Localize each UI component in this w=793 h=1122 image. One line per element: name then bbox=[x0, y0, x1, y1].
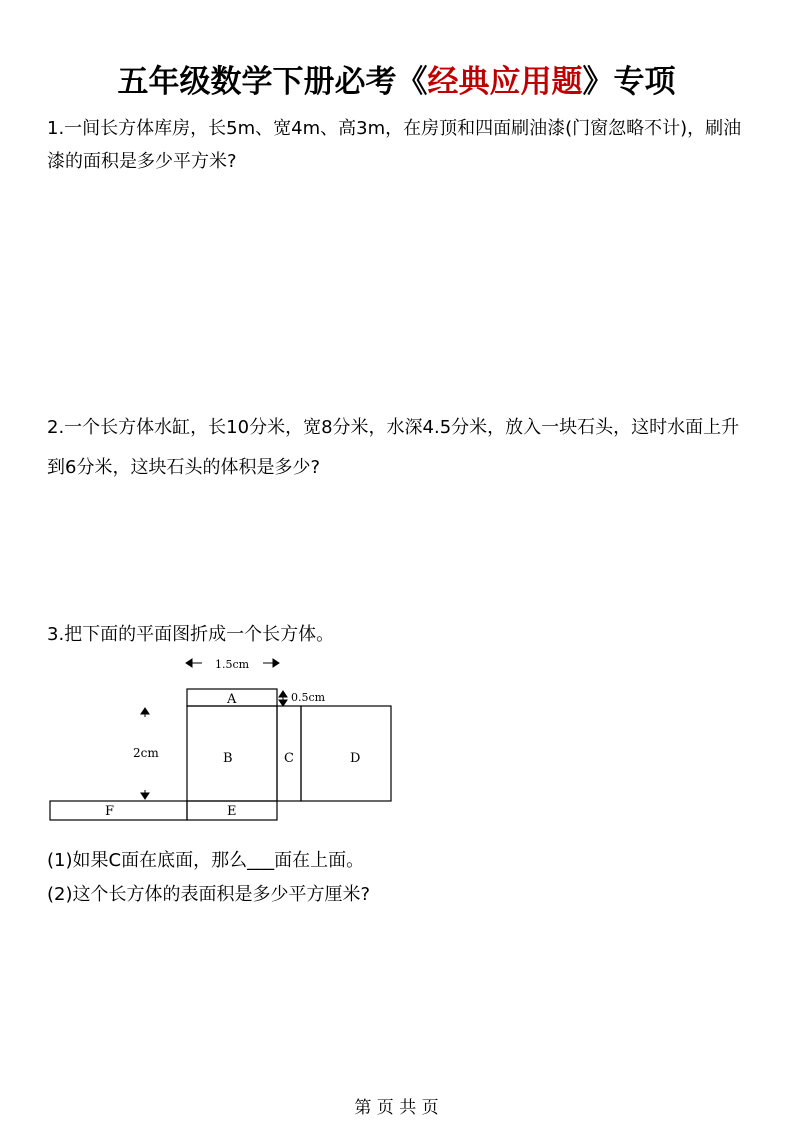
face-a-label: A bbox=[227, 692, 237, 707]
sub-question-1: (1)如果C面在底面，那么___面在上面。 bbox=[47, 850, 365, 871]
title-suffix: 》专项 bbox=[582, 64, 676, 100]
thickness-label: 0.5cm bbox=[291, 691, 326, 704]
height-label: 2cm bbox=[133, 746, 159, 760]
question-1: 1.一间长方体库房，长5m、宽4m、高3m，在房顶和四面刷油漆(门窗忽略不计)，刷油漆的面积是多少平方米? bbox=[47, 118, 742, 172]
face-b-label: B bbox=[223, 751, 233, 766]
face-c-label: C bbox=[284, 751, 294, 766]
thickness-dimension bbox=[279, 691, 287, 706]
face-f bbox=[50, 801, 187, 820]
page-footer: 第 页 共 页 bbox=[354, 1098, 439, 1118]
face-d-label: D bbox=[350, 751, 361, 766]
page-title bbox=[0, 62, 793, 102]
width-label: 1.5cm bbox=[214, 658, 250, 671]
title-prefix: 五年级数学下册必考《 bbox=[117, 64, 428, 100]
title-highlight: 经典应用题 bbox=[427, 64, 583, 100]
question-3: 3.把下面的平面图折成一个长方体。 bbox=[47, 624, 335, 645]
question-2: 2.一个长方体水缸，长10分米，宽8分米，水深4.5分米，放入一块石头，这时水面上升到6分米，这块石头的体积是多少? bbox=[47, 417, 740, 478]
face-f-label: F bbox=[105, 804, 115, 819]
cuboid-net-diagram bbox=[45, 655, 397, 827]
face-d bbox=[301, 706, 391, 801]
sub-question-2: (2)这个长方体的表面积是多少平方厘米? bbox=[47, 884, 371, 905]
face-e-label: E bbox=[227, 804, 237, 819]
